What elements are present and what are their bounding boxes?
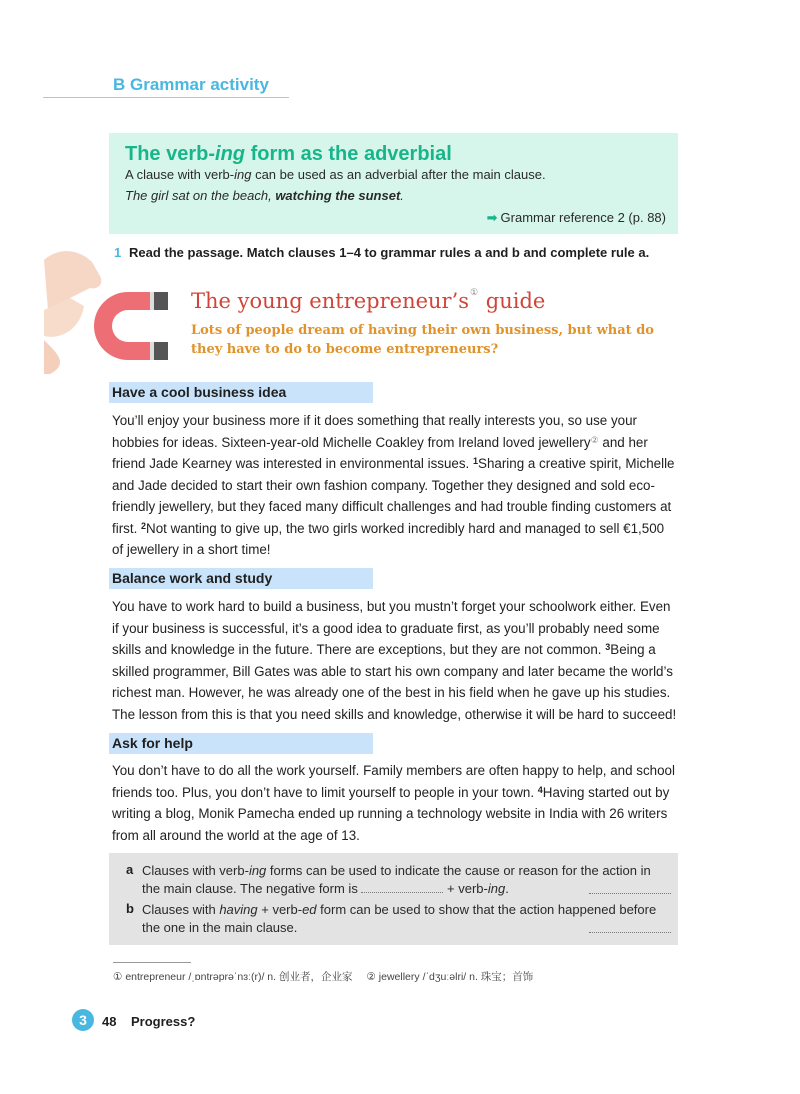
footnotes: [113, 969, 533, 984]
instruction-number: 1: [114, 245, 122, 260]
grammar-rules-box: [109, 853, 678, 945]
rule-a-blank-input[interactable]: [361, 880, 443, 893]
footnote-divider: [113, 962, 191, 963]
paragraph-ask-help: You don’t have to do all the work yourself. Family members are often happy to help, and school friends too. Plus, you don’t have to limit yourself to people in your town. $^4$Having started out by writing a blog, Monik Pamecha ended up running a technology website in India with 26 writers from all around the world at the age of 13.: [112, 763, 675, 843]
grammar-box: [109, 133, 678, 234]
rule-b-answer-blank[interactable]: [589, 932, 671, 933]
instruction-text: Read the passage. Match clauses 1–4 to grammar rules a and b and complete rule a.: [129, 245, 650, 260]
arrow-right-icon: ➡: [486, 210, 498, 225]
magnet-hand-illustration: [40, 240, 180, 380]
section-divider: [43, 97, 289, 98]
rule-b-letter: b: [126, 901, 134, 916]
paragraph-work-study: You have to work hard to build a business, but you mustn’t forget your schoolwork either. Even if your business is successful, it’s a good idea to graduate first, as you’ll probably need some skills and knowledge in the future. There are exceptions, but they are not common. $^3$Being a skilled programmer, Bill Gates was able to start his own company and later became the world’s richest man. However, he was already one of the best in his field when he gave up his studies. The lesson from this is that you need skills and knowledge, otherwise it will be hard to succeed!: [112, 599, 677, 722]
footnote-2: ② jewellery /ˈdʒuːəlri/ n. 珠宝；首饰: [366, 971, 534, 983]
unit-title: Progress?: [131, 1014, 196, 1029]
rule-b-text: Clauses with having + verb-ed form can be used to show that the action happened before the one in the main clause.: [142, 902, 657, 935]
grammar-reference-link[interactable]: ➡ Grammar reference 2 (p. 88): [486, 210, 666, 225]
unit-badge: 3: [72, 1009, 94, 1031]
article-title: The young entrepreneur’s① guide: [191, 287, 546, 313]
page-number: 48: [102, 1014, 117, 1029]
grammar-description: A clause with verb-ing can be used as an adverbial after the main clause.: [125, 167, 546, 182]
article-subtitle: Lots of people dream of having their own business, but what do they have to do to become entrepreneurs?: [191, 323, 654, 357]
grammar-title: The verb-ing form as the adverbial: [125, 143, 452, 165]
grammar-example: The girl sat on the beach, watching the sunset.: [125, 188, 404, 203]
subheading-business-idea: Have a cool business idea: [109, 382, 373, 403]
footnote-1: ① entrepreneur /ˌɒntrəprəˈnɜː(r)/ n. 创业者，企业家: [113, 971, 353, 983]
subheading-ask-help: Ask for help: [109, 733, 373, 754]
rule-a-text: Clauses with verb-ing forms can be used to indicate the cause or reason for the action in the main clause. The negative form is + verb-ing.: [142, 863, 651, 896]
subheading-work-study: Balance work and study: [109, 568, 373, 589]
section-title: B Grammar activity: [113, 75, 269, 94]
paragraph-business-idea: You’ll enjoy your business more if it does something that really interests you, so use your hobbies for ideas. Sixteen-year-old Michelle Coakley from Ireland loved jewellery② and her friend Jade Kearney was interested in environmental issues. $^1$Sharing a creative spirit, Michelle and Jade decided to start their own fashion company. Together they designed and sold eco-friendly jewellery, but they faced many difficult challenges and had trouble finding customers at first. $^2$Not wanting to give up, the two girls worked incredibly hard and managed to sell €1,500 of jewellery in a short time!: [112, 413, 675, 557]
rule-a-answer-blank[interactable]: [589, 893, 671, 894]
rule-a-letter: a: [126, 862, 134, 877]
